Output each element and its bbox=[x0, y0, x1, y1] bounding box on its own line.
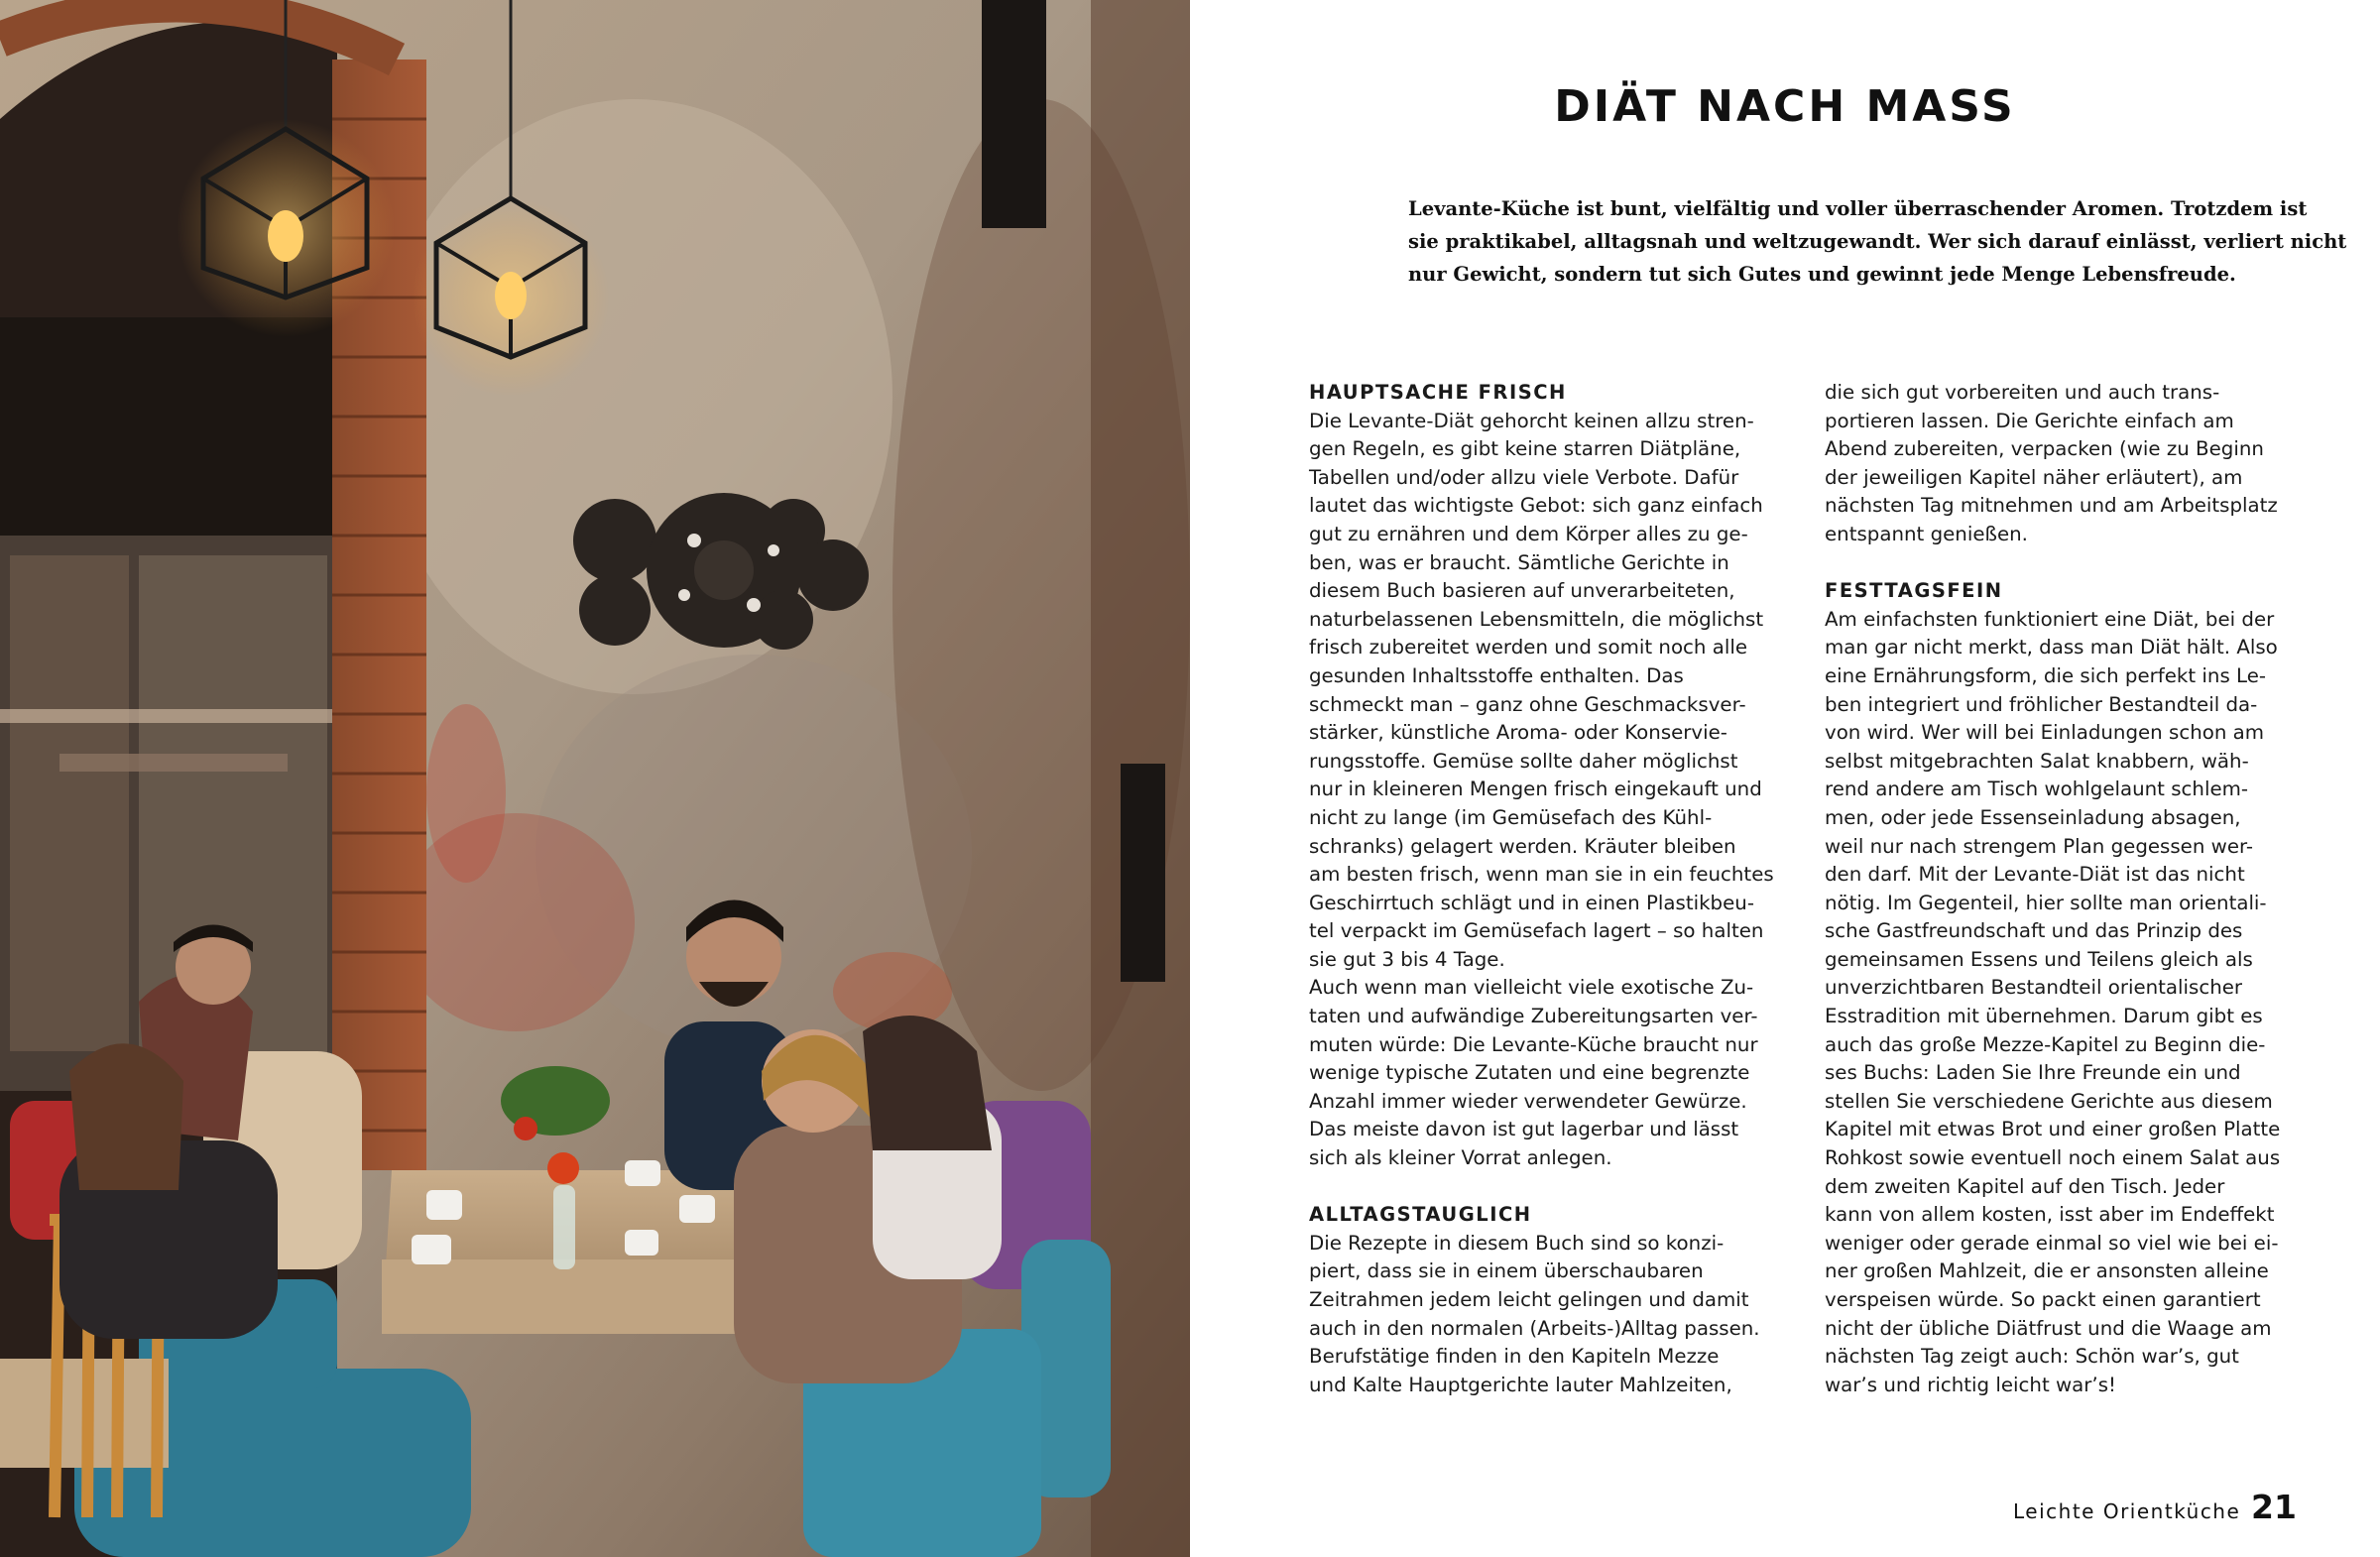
body-line: Anzahl immer wieder verwendeter Gewürze. bbox=[1309, 1089, 1747, 1113]
section-heading-alltagstauglich: ALLTAGSTAUGLICH bbox=[1309, 1203, 1532, 1227]
body-line: Esstradition mit übernehmen. Darum gibt es bbox=[1825, 1005, 2263, 1028]
body-line: ben, was er braucht. Sämtliche Gerichte in bbox=[1309, 550, 1729, 574]
body-line: men, oder jede Essenseinladung absagen, bbox=[1825, 805, 2241, 829]
section-heading-hauptsache-frisch: HAUPTSACHE FRISCH bbox=[1309, 381, 1567, 404]
body-line: eine Ernährungsform, die sich perfekt ins Le- bbox=[1825, 663, 2267, 687]
body-line: der jeweiligen Kapitel näher erläutert), am bbox=[1825, 465, 2243, 489]
body-line: piert, dass sie in einem überschaubaren bbox=[1309, 1259, 1704, 1283]
paragraph-gap bbox=[1825, 549, 2311, 578]
body-line: naturbelassenen Lebensmitteln, die möglichst bbox=[1309, 607, 1764, 631]
body-line: schranks) gelagert werden. Kräuter bleiben bbox=[1309, 834, 1736, 858]
body-line: ner großen Mahlzeit, die er ansonsten alleine bbox=[1825, 1259, 2269, 1283]
body-line: nur in kleineren Mengen frisch eingekauft und bbox=[1309, 778, 1762, 801]
body-line: stellen Sie verschiedene Gerichte aus diesem bbox=[1825, 1089, 2273, 1113]
body-line: stärker, künstliche Aroma- oder Konservie- bbox=[1309, 721, 1727, 745]
body-line: die sich gut vorbereiten und auch trans- bbox=[1825, 381, 2220, 404]
body-line: gut zu ernähren und dem Körper alles zu ge- bbox=[1309, 522, 1748, 545]
body-line: nicht der übliche Diätfrust und die Waage am bbox=[1825, 1316, 2272, 1340]
body-line: nötig. Im Gegenteil, hier sollte man orientali- bbox=[1825, 891, 2267, 914]
body-line: gen Regeln, es gibt keine starren Diätpläne, bbox=[1309, 437, 1741, 461]
body-line: kann von allem kosten, isst aber im Endeffekt bbox=[1825, 1203, 2275, 1227]
body-line: nächsten Tag mitnehmen und am Arbeitsplatz bbox=[1825, 494, 2278, 518]
body-line: Zeitrahmen jedem leicht gelingen und damit bbox=[1309, 1288, 1749, 1311]
body-line: Berufstätige finden in den Kapiteln Mezze bbox=[1309, 1345, 1720, 1369]
page-number: 21 bbox=[2251, 1488, 2297, 1526]
body-line: Tabellen und/oder allzu viele Verbote. Dafür bbox=[1309, 465, 1739, 489]
body-line: diesem Buch basieren auf unverarbeiteten, bbox=[1309, 579, 1735, 603]
body-line: taten und aufwändige Zubereitungsarten ver- bbox=[1309, 1005, 1758, 1028]
body-line: rungsstoffe. Gemüse sollte daher möglichst bbox=[1309, 749, 1738, 773]
body-line: rend andere am Tisch wohlgelaunt schlem- bbox=[1825, 778, 2249, 801]
intro-line: Levante-Küche ist bunt, vielfältig und voller überraschender Aromen. Trotzdem ist bbox=[1408, 197, 2308, 220]
body-line: sie gut 3 bis 4 Tage. bbox=[1309, 947, 1505, 971]
body-line: ses Buchs: Laden Sie Ihre Freunde ein und bbox=[1825, 1061, 2241, 1085]
body-line: Die Rezepte in diesem Buch sind so konzi- bbox=[1309, 1231, 1725, 1255]
body-line: sche Gastfreundschaft und das Prinzip des bbox=[1825, 919, 2243, 943]
body-line: Die Levante-Diät gehorcht keinen allzu stren- bbox=[1309, 409, 1754, 432]
body-line: auch das große Mezze-Kapitel zu Beginn die- bbox=[1825, 1032, 2266, 1056]
body-line: tel verpackt im Gemüsefach lagert – so halten bbox=[1309, 919, 1764, 943]
body-line: verspeisen würde. So packt einen garantiert bbox=[1825, 1288, 2261, 1311]
body-line: selbst mitgebrachten Salat knabbern, wäh- bbox=[1825, 749, 2249, 773]
body-line: Abend zubereiten, verpacken (wie zu Beginn bbox=[1825, 437, 2264, 461]
body-line: und Kalte Hauptgerichte lauter Mahlzeiten, bbox=[1309, 1373, 1732, 1396]
body-line: Am einfachsten funktioniert eine Diät, bei der bbox=[1825, 607, 2275, 631]
body-line: Geschirrtuch schlägt und in einen Plastikbeu- bbox=[1309, 891, 1754, 914]
body-line: gemeinsamen Essens und Teilens gleich als bbox=[1825, 947, 2253, 971]
page-title: DIÄT NACH MASS bbox=[1554, 81, 2016, 132]
body-line: unverzichtbaren Bestandteil orientalischer bbox=[1825, 976, 2243, 1000]
body-line: entspannt genießen. bbox=[1825, 522, 2028, 545]
body-line: Rohkost sowie eventuell noch einem Salat aus bbox=[1825, 1146, 2281, 1170]
body-line: von wird. Wer will bei Einladungen schon am bbox=[1825, 721, 2265, 745]
body-line: den darf. Mit der Levante-Diät ist das nicht bbox=[1825, 863, 2245, 887]
body-line: war’s und richtig leicht war’s! bbox=[1825, 1373, 2116, 1396]
intro-line: nur Gewicht, sondern tut sich Gutes und gewinnt jede Menge Lebensfreude. bbox=[1408, 263, 2236, 286]
text-column-right bbox=[1825, 379, 2311, 1399]
body-line: nächsten Tag zeigt auch: Schön war’s, gut bbox=[1825, 1345, 2239, 1369]
section-heading-festtagsfein: FESTTAGSFEIN bbox=[1825, 579, 2003, 603]
paragraph-gap bbox=[1309, 1173, 1795, 1202]
body-line: lautet das wichtigste Gebot: sich ganz einfach bbox=[1309, 494, 1763, 518]
body-line: wenige typische Zutaten und eine begrenzte bbox=[1309, 1061, 1750, 1085]
body-line: ben integriert und fröhlicher Bestandteil da- bbox=[1825, 692, 2258, 716]
intro-paragraph bbox=[1408, 192, 2347, 291]
body-line: Auch wenn man vielleicht viele exotische Zu- bbox=[1309, 976, 1754, 1000]
body-line: am besten frisch, wenn man sie in ein feuchtes bbox=[1309, 863, 1774, 887]
body-line: schmeckt man – ganz ohne Geschmacksver- bbox=[1309, 692, 1746, 716]
body-line: nicht zu lange (im Gemüsefach des Kühl- bbox=[1309, 805, 1713, 829]
body-line: gesunden Inhaltsstoffe enthalten. Das bbox=[1309, 663, 1684, 687]
body-line: dem zweiten Kapitel auf den Tisch. Jeder bbox=[1825, 1174, 2225, 1198]
body-line: sich als kleiner Vorrat anlegen. bbox=[1309, 1146, 1612, 1170]
body-line: man gar nicht merkt, dass man Diät hält. Also bbox=[1825, 636, 2278, 659]
intro-line: sie praktikabel, alltagsnah und weltzugewandt. Wer sich darauf einlässt, verliert nicht bbox=[1408, 230, 2347, 253]
running-footer: Leichte Orientküche bbox=[2013, 1499, 2241, 1523]
body-line: Das meiste davon ist gut lagerbar und lässt bbox=[1309, 1118, 1739, 1141]
body-line: weniger oder gerade einmal so viel wie bei ei- bbox=[1825, 1231, 2279, 1255]
body-line: weil nur nach strengem Plan gegessen wer- bbox=[1825, 834, 2254, 858]
body-line: muten würde: Die Levante-Küche braucht nur bbox=[1309, 1032, 1758, 1056]
body-line: auch in den normalen (Arbeits-)Alltag passen. bbox=[1309, 1316, 1760, 1340]
body-line: frisch zubereitet werden und somit noch alle bbox=[1309, 636, 1748, 659]
body-line: Kapitel mit etwas Brot und einer großen Platte bbox=[1825, 1118, 2281, 1141]
text-column-left bbox=[1309, 379, 1795, 1399]
body-line: portieren lassen. Die Gerichte einfach am bbox=[1825, 409, 2234, 432]
